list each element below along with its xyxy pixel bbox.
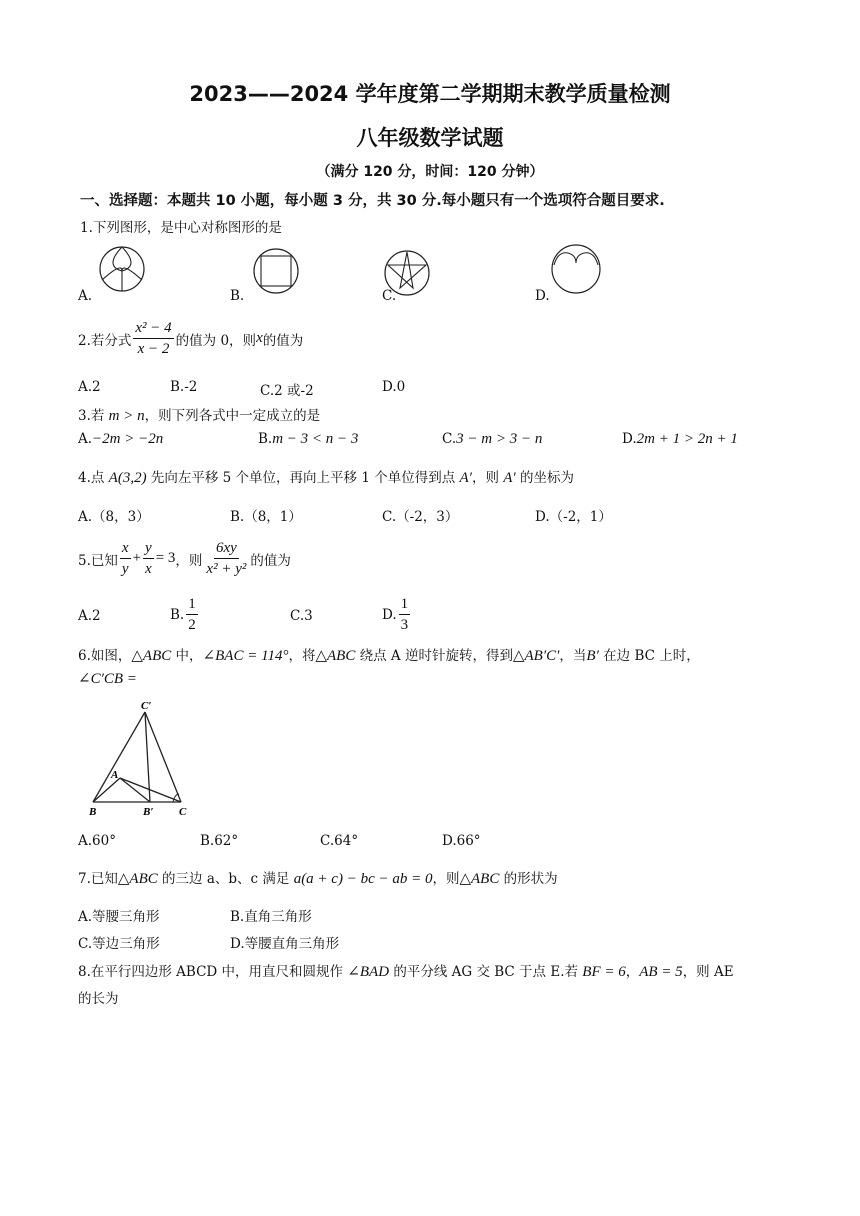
question-7-option-d: D.等腰直角三角形 <box>230 936 340 952</box>
question-5-option-a: A.2 <box>78 608 101 624</box>
q2-frac-num: x² − 4 <box>133 318 173 339</box>
question-6-option-c: C.64° <box>320 833 359 849</box>
fig-label-b-prime: B′ <box>143 806 154 818</box>
question-2-option-a: A.2 <box>78 379 101 395</box>
question-6-stem-line2: ∠C′CB = <box>78 671 137 687</box>
question-6-option-a: A.60° <box>78 833 116 849</box>
question-4-option-d: D.（-2，1） <box>535 509 612 525</box>
question-7-option-a: A.等腰三角形 <box>78 909 160 925</box>
question-3-option-b: B.m − 3 < n − 3 <box>258 431 359 447</box>
fig-label-a: A <box>111 769 119 781</box>
option-b-figure <box>252 246 300 296</box>
question-1-option-b: B. <box>230 288 245 304</box>
fig-label-b: B <box>89 806 97 818</box>
question-1-option-a: A. <box>78 288 93 304</box>
question-3-option-c: C.3 − m > 3 − n <box>442 431 543 447</box>
question-8-stem-line2: 的长为 <box>78 991 119 1007</box>
q2-var: x <box>256 330 263 346</box>
q3-prefix: 3.若 <box>78 408 109 424</box>
q2-frac-den: x − 2 <box>137 341 170 357</box>
section-heading: 一、选择题：本题共 10 小题，每小题 3 分，共 30 分.每小题只有一个选项符合题目要求. <box>80 193 665 209</box>
question-7-option-b: B.直角三角形 <box>230 909 312 925</box>
question-6-option-d: D.66° <box>442 833 481 849</box>
fig-label-c-prime: C′ <box>141 700 152 712</box>
question-5-stem: 5.已知 $\frac{x}{y}$ + $\frac{y}{x}$ = 3 ，则 $\frac{6xy}{\text{x² + y²}}$ 的值为 <box>78 540 291 577</box>
question-4-stem: 4.点 A(3,2) 先向左平移 5 个单位，再向上平移 1 个单位得到点 A′，则 A′ 的坐标为 <box>78 470 575 486</box>
q2-fraction <box>133 318 173 359</box>
question-2-stem <box>78 318 303 359</box>
question-4-option-a: A.（8，3） <box>78 509 150 525</box>
question-1-stem: 1.下列图形，是中心对称图形的是 <box>80 220 282 236</box>
q2-suffix-a: 的值为 0，则 <box>175 332 257 349</box>
q2-suffix-b: 的值为 <box>262 332 304 349</box>
question-6-stem-line1: 6.如图，△ABC 中，∠BAC = 114°，将△ABC 绕点 A 逆时针旋转，得到△AB′C′，当B′ 在边 BC 上时， <box>78 648 700 664</box>
q4-point-a: A(3,2) <box>108 470 147 486</box>
option-d-figure <box>550 243 602 295</box>
question-2-option-c: C.2 或-2 <box>260 383 314 399</box>
option-a-figure <box>98 244 146 294</box>
fig-label-c: C <box>179 806 187 818</box>
question-7-option-c: C.等边三角形 <box>78 936 160 952</box>
question-1-option-c: C. <box>382 288 397 304</box>
exam-info: （满分 120 分，时间：120 分钟） <box>316 164 544 180</box>
question-4-option-b: B.（8，1） <box>230 509 302 525</box>
question-2-option-b: B.-2 <box>170 379 198 395</box>
page-subtitle: 八年级数学试题 <box>356 126 504 150</box>
question-6-figure <box>85 698 195 823</box>
question-3-option-a: A.−2m > −2n <box>78 431 164 447</box>
question-3-stem <box>78 404 320 425</box>
question-8-stem-line1: 8.在平行四边形 ABCD 中，用直尺和圆规作 ∠BAD 的平分线 AG 交 BC 于点 E.若 BF = 6，AB = 5，则 AE <box>78 964 734 980</box>
question-1-option-d: D. <box>535 288 550 304</box>
question-3-option-d: D.2m + 1 > 2n + 1 <box>622 431 738 447</box>
question-6-option-b: B.62° <box>200 833 239 849</box>
question-4-option-c: C.（-2，3） <box>382 509 459 525</box>
q3-condition: m > n <box>108 408 145 424</box>
question-5-option-d: D. $\frac{1}{3}$ <box>382 596 409 633</box>
page-title: 2023——2024 学年度第二学期期末教学质量检测 <box>189 82 671 106</box>
q3-suffix: ，则下列各式中一定成立的是 <box>144 408 321 424</box>
q2-prefix: 2.若分式 <box>78 332 132 349</box>
question-2-option-d: D.0 <box>382 379 406 395</box>
question-5-option-b: B. $\frac{1}{2}$ <box>170 596 196 633</box>
question-7-stem: 7.已知△ABC 的三边 a、b、c 满足 a(a + c) − bc − ab = 0，则△ABC 的形状为 <box>78 871 558 887</box>
question-5-option-c: C.3 <box>290 608 313 624</box>
